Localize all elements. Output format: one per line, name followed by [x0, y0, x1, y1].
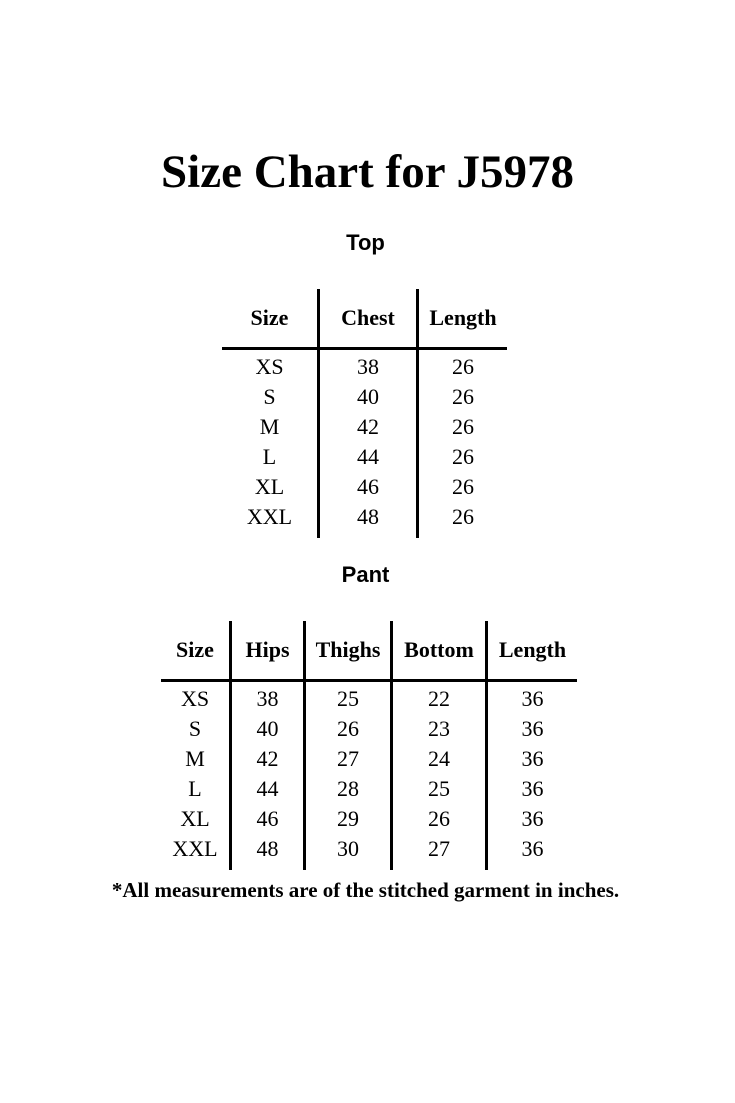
table-row — [161, 714, 577, 744]
table-row — [161, 834, 577, 870]
column-header-size: Size — [222, 289, 319, 349]
top-section-heading: Top — [346, 230, 385, 255]
size-cell: S — [161, 714, 231, 744]
table-row — [222, 472, 507, 502]
pant-size-table — [161, 621, 577, 870]
length-cell: 36 — [521, 686, 544, 711]
size-cell: M — [222, 412, 319, 442]
table-header-row — [222, 289, 507, 349]
hips-cell: 48 — [231, 834, 305, 870]
chest-cell: 48 — [319, 502, 418, 538]
hips-cell: 44 — [231, 774, 305, 804]
size-cell: S — [222, 382, 319, 412]
bottom-cell: 24 — [392, 744, 487, 774]
column-header-length: Length — [418, 289, 508, 349]
hips-cell: 38 — [231, 681, 305, 715]
bottom-cell: 26 — [392, 804, 487, 834]
table-row — [161, 774, 577, 804]
hips-cell: 42 — [231, 744, 305, 774]
length-cell: 26 — [452, 354, 474, 379]
thighs-cell: 26 — [305, 714, 392, 744]
thighs-cell: 30 — [305, 834, 392, 870]
thighs-cell: 25 — [305, 681, 392, 715]
table-header-row — [161, 621, 577, 681]
length-cell: 36 — [521, 746, 544, 771]
size-cell: M — [161, 744, 231, 774]
size-cell: XS — [161, 681, 231, 715]
hips-cell: 46 — [231, 804, 305, 834]
table-row — [222, 442, 507, 472]
chest-cell: 42 — [319, 412, 418, 442]
column-header-thighs: Thighs — [305, 621, 392, 681]
page-title: Size Chart for J5978 — [161, 146, 574, 198]
thighs-cell: 29 — [305, 804, 392, 834]
length-cell: 26 — [452, 444, 474, 469]
table-row — [161, 744, 577, 774]
column-header-size: Size — [161, 621, 231, 681]
table-row — [222, 382, 507, 412]
size-cell: XXL — [222, 502, 319, 538]
bottom-cell: 25 — [392, 774, 487, 804]
length-cell: 26 — [452, 474, 474, 499]
table-row — [161, 681, 577, 715]
chest-cell: 44 — [319, 442, 418, 472]
length-cell: 36 — [521, 836, 544, 861]
length-cell: 26 — [452, 384, 474, 409]
length-cell: 26 — [452, 504, 474, 529]
size-cell: L — [222, 442, 319, 472]
length-cell: 36 — [521, 716, 544, 741]
size-cell: XS — [222, 349, 319, 383]
column-header-chest: Chest — [319, 289, 418, 349]
length-cell: 36 — [521, 776, 544, 801]
chest-cell: 46 — [319, 472, 418, 502]
column-header-length: Length — [487, 621, 578, 681]
chest-cell: 38 — [319, 349, 418, 383]
column-header-hips: Hips — [231, 621, 305, 681]
thighs-cell: 28 — [305, 774, 392, 804]
pant-section-heading: Pant — [341, 562, 390, 587]
size-cell: XL — [222, 472, 319, 502]
measurement-footnote: *All measurements are of the stitched garment in inches. — [111, 878, 620, 902]
table-row — [222, 412, 507, 442]
table-row — [222, 349, 507, 383]
size-cell: XXL — [161, 834, 231, 870]
size-cell: XL — [161, 804, 231, 834]
column-header-bottom: Bottom — [392, 621, 487, 681]
thighs-cell: 27 — [305, 744, 392, 774]
bottom-cell: 22 — [392, 681, 487, 715]
bottom-cell: 23 — [392, 714, 487, 744]
size-cell: L — [161, 774, 231, 804]
top-size-table — [222, 289, 507, 538]
length-cell: 26 — [452, 414, 474, 439]
bottom-cell: 27 — [392, 834, 487, 870]
chest-cell: 40 — [319, 382, 418, 412]
table-row — [161, 804, 577, 834]
table-row — [222, 502, 507, 538]
hips-cell: 40 — [231, 714, 305, 744]
length-cell: 36 — [521, 806, 544, 831]
